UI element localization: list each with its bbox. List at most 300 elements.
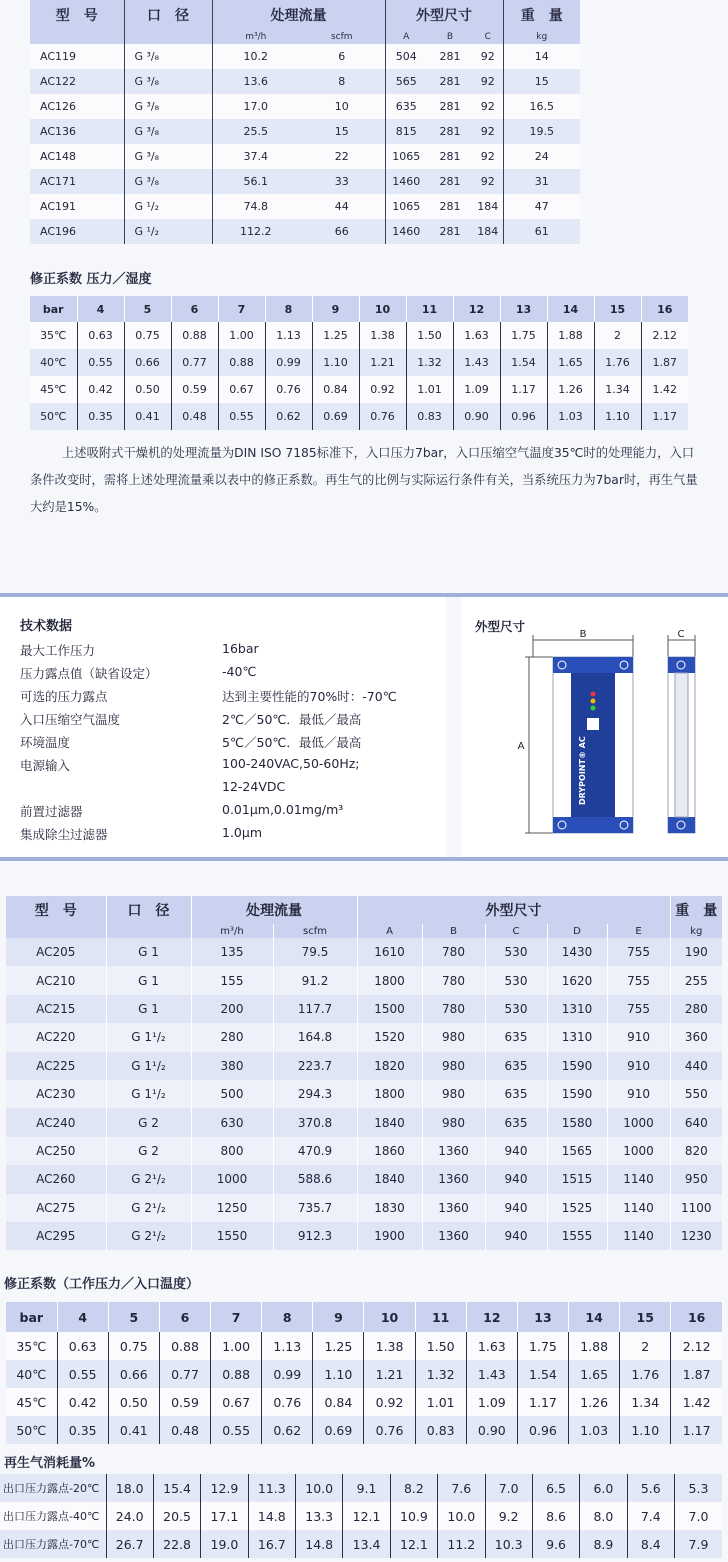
- column-header: 6: [171, 296, 218, 322]
- table-cell: 47: [503, 194, 580, 219]
- table-cell: 15: [503, 69, 580, 94]
- table-row: [6, 1165, 722, 1193]
- column-header: 7: [218, 296, 265, 322]
- table-cell: 184: [473, 194, 503, 219]
- table-row: [30, 69, 580, 94]
- table-cell: 1500: [357, 995, 422, 1023]
- table-cell: 8: [299, 69, 385, 94]
- table-cell: 1.25: [313, 1332, 364, 1360]
- table-cell: 504: [385, 44, 427, 69]
- column-header: 13: [517, 1302, 568, 1332]
- table-cell: 11.2: [438, 1530, 485, 1558]
- table-cell: 10.0: [296, 1474, 343, 1502]
- unit-scfm: scfm: [273, 924, 357, 938]
- column-header: 15: [620, 1302, 671, 1332]
- table-cell: 950: [670, 1165, 722, 1193]
- side-panel: [675, 673, 688, 817]
- model-cell: AC225: [6, 1052, 106, 1080]
- table-row: [30, 403, 688, 430]
- table-cell: 0.55: [211, 1416, 262, 1444]
- table-row: [6, 1360, 722, 1388]
- table-row: [6, 1080, 722, 1108]
- table-cell: 940: [485, 1222, 547, 1250]
- table-cell: 1065: [385, 194, 427, 219]
- table-cell: 0.76: [359, 403, 406, 430]
- table-cell: 13.6: [212, 69, 299, 94]
- table-cell: 0.90: [466, 1416, 517, 1444]
- column-header: 12: [453, 296, 500, 322]
- row-label: 出口压力露点-40℃: [0, 1502, 106, 1530]
- table-cell: 588.6: [273, 1165, 357, 1193]
- table-cell: 281: [427, 69, 473, 94]
- column-header: 14: [547, 296, 594, 322]
- table-cell: 1360: [422, 1194, 485, 1222]
- table-cell: 7.6: [438, 1474, 485, 1502]
- table-cell: 1.38: [359, 322, 406, 349]
- table-cell: 15.4: [153, 1474, 200, 1502]
- unit-c: C: [473, 30, 503, 44]
- table-cell: 61: [503, 219, 580, 244]
- table-cell: 79.5: [273, 938, 357, 966]
- table-cell: 5.6: [627, 1474, 674, 1502]
- tech-key: 压力露点值（缺省设定）: [20, 666, 158, 681]
- table-cell: 112.2: [212, 219, 299, 244]
- table-cell: 92: [473, 44, 503, 69]
- table-cell: 0.76: [364, 1416, 415, 1444]
- column-header: bar: [30, 296, 77, 322]
- table-cell: 980: [422, 1080, 485, 1108]
- table-cell: 755: [607, 966, 670, 994]
- table-cell: 14.8: [248, 1502, 295, 1530]
- table-cell: 0.84: [312, 376, 359, 403]
- table-cell: 1.54: [500, 349, 547, 376]
- table-cell: 1.34: [594, 376, 641, 403]
- table-cell: 1.50: [406, 322, 453, 349]
- device-brand-label: DRYPOINT® AC: [578, 736, 587, 805]
- tech-key: 前置过滤器: [20, 804, 83, 819]
- table-cell: G 1¹/₂: [106, 1023, 191, 1051]
- unit-blank: [6, 924, 106, 938]
- table-cell: 1.65: [547, 349, 594, 376]
- model-cell: AC126: [30, 94, 124, 119]
- table-cell: 1230: [670, 1222, 722, 1250]
- table-cell: 17.0: [212, 94, 299, 119]
- row-label: 50℃: [6, 1416, 57, 1444]
- table-header-row: [6, 896, 722, 924]
- table-row: [6, 1222, 722, 1250]
- table-cell: 2.12: [671, 1332, 722, 1360]
- table-cell: 0.84: [313, 1388, 364, 1416]
- table-cell: 13.3: [296, 1502, 343, 1530]
- table-cell: 1.87: [641, 349, 688, 376]
- table-cell: 755: [607, 938, 670, 966]
- table-cell: 26.7: [106, 1530, 153, 1558]
- table-cell: 294.3: [273, 1080, 357, 1108]
- table-cell: 0.90: [453, 403, 500, 430]
- unit-m3h: m³/h: [191, 924, 273, 938]
- table-header-row: [30, 0, 580, 30]
- unit-m3h: m³/h: [212, 30, 299, 44]
- table-cell: 1.26: [547, 376, 594, 403]
- header-flow: 处理流量: [212, 0, 385, 30]
- table-cell: 0.35: [77, 403, 124, 430]
- header-dims: 外型尺寸: [385, 0, 503, 30]
- table-cell: 14: [503, 44, 580, 69]
- table-cell: 281: [427, 169, 473, 194]
- table-cell: G ³/₈: [124, 144, 212, 169]
- table-cell: 6.0: [580, 1474, 627, 1502]
- table-cell: 635: [485, 1023, 547, 1051]
- tech-row: [20, 641, 440, 663]
- table-cell: 12.1: [343, 1502, 390, 1530]
- tech-value: 0.01μm,0.01mg/m³: [222, 802, 344, 817]
- table-cell: 200: [191, 995, 273, 1023]
- table-cell: 9.6: [532, 1530, 579, 1558]
- table-cell: 0.63: [57, 1332, 108, 1360]
- table-cell: 780: [422, 995, 485, 1023]
- column-header: 12: [466, 1302, 517, 1332]
- table-row: [6, 1388, 722, 1416]
- table-cell: 1.25: [312, 322, 359, 349]
- model-cell: AC148: [30, 144, 124, 169]
- correction-title-large: 修正系数（工作压力／入口温度）: [4, 1277, 200, 1292]
- table-units-row: [30, 30, 580, 44]
- table-cell: 92: [473, 144, 503, 169]
- table-cell: 56.1: [212, 169, 299, 194]
- table-cell: 1.00: [218, 322, 265, 349]
- table-cell: 0.99: [265, 349, 312, 376]
- tech-key: 集成除尘过滤器: [20, 827, 108, 842]
- table-cell: 66: [299, 219, 385, 244]
- table-cell: 1565: [547, 1137, 607, 1165]
- tech-row: [20, 687, 440, 709]
- table-cell: 1065: [385, 144, 427, 169]
- row-label: 出口压力露点-70℃: [0, 1530, 106, 1558]
- table-cell: 280: [670, 995, 722, 1023]
- model-cell: AC205: [6, 938, 106, 966]
- table-cell: 1800: [357, 1080, 422, 1108]
- table-cell: 500: [191, 1080, 273, 1108]
- table-cell: G 2: [106, 1108, 191, 1136]
- table-cell: 550: [670, 1080, 722, 1108]
- table-cell: 0.48: [159, 1416, 210, 1444]
- table-cell: 0.88: [159, 1332, 210, 1360]
- tech-key: 可选的压力露点: [20, 689, 108, 704]
- table-cell: 0.67: [211, 1388, 262, 1416]
- table-cell: 1360: [422, 1137, 485, 1165]
- unit-blank: [30, 30, 124, 44]
- table-cell: 18.0: [106, 1474, 153, 1502]
- table-cell: 565: [385, 69, 427, 94]
- table-cell: 1.75: [500, 322, 547, 349]
- table-cell: 7.0: [485, 1474, 532, 1502]
- tech-row: [20, 733, 440, 755]
- table-cell: 0.41: [108, 1416, 159, 1444]
- table-cell: 820: [670, 1137, 722, 1165]
- row-label: 45℃: [6, 1388, 57, 1416]
- table-cell: 1.63: [466, 1332, 517, 1360]
- table-cell: 12.9: [201, 1474, 248, 1502]
- model-cell: AC119: [30, 44, 124, 69]
- table-cell: 1830: [357, 1194, 422, 1222]
- table-cell: 16.5: [503, 94, 580, 119]
- header-model: 型 号: [6, 896, 106, 924]
- table-cell: 1.54: [517, 1360, 568, 1388]
- table-cell: 0.77: [159, 1360, 210, 1388]
- table-cell: 1140: [607, 1165, 670, 1193]
- table-cell: 0.96: [517, 1416, 568, 1444]
- table-cell: 780: [422, 938, 485, 966]
- table-cell: 0.62: [262, 1416, 313, 1444]
- table-cell: 0.55: [57, 1360, 108, 1388]
- column-header: 16: [641, 296, 688, 322]
- unit-kg: kg: [503, 30, 580, 44]
- table-cell: 6: [299, 44, 385, 69]
- table-cell: 1.03: [547, 403, 594, 430]
- table-row: [30, 44, 580, 69]
- model-cell: AC171: [30, 169, 124, 194]
- tech-row: [20, 710, 440, 732]
- table-cell: 1860: [357, 1137, 422, 1165]
- tech-value: 16bar: [222, 641, 259, 656]
- dimensions-title: 外型尺寸: [475, 619, 526, 634]
- table-row: [6, 1052, 722, 1080]
- table-cell: 135: [191, 938, 273, 966]
- table-cell: 7.0: [675, 1502, 723, 1530]
- table-cell: 1515: [547, 1165, 607, 1193]
- table-cell: 980: [422, 1108, 485, 1136]
- table-cell: 530: [485, 995, 547, 1023]
- table-cell: 0.75: [124, 322, 171, 349]
- table-row: [30, 322, 688, 349]
- table-cell: 912.3: [273, 1222, 357, 1250]
- table-cell: 25.5: [212, 119, 299, 144]
- dim-label-a: A: [517, 741, 525, 752]
- side-bottom-plate: [668, 817, 695, 833]
- table-cell: G ³/₈: [124, 94, 212, 119]
- table-cell: 10: [299, 94, 385, 119]
- table-cell: 1250: [191, 1194, 273, 1222]
- table-cell: 1.10: [620, 1416, 671, 1444]
- table-cell: 17.1: [201, 1502, 248, 1530]
- side-top-plate: [668, 657, 695, 673]
- tech-value: 5℃／50℃．最低／最高: [222, 735, 362, 750]
- table-cell: 0.50: [124, 376, 171, 403]
- unit-a: A: [385, 30, 427, 44]
- regen-table: [0, 1474, 722, 1558]
- top-plate: [553, 657, 633, 673]
- table-cell: 10.3: [485, 1530, 532, 1558]
- table-cell: 0.83: [415, 1416, 466, 1444]
- table-cell: G ³/₈: [124, 69, 212, 94]
- table-cell: 0.59: [159, 1388, 210, 1416]
- table-cell: G ³/₈: [124, 44, 212, 69]
- table-cell: 1.65: [569, 1360, 620, 1388]
- table-row: [0, 1530, 722, 1558]
- table-cell: 184: [473, 219, 503, 244]
- table-cell: 24: [503, 144, 580, 169]
- table-cell: 1140: [607, 1222, 670, 1250]
- model-cell: AC220: [6, 1023, 106, 1051]
- model-cell: AC295: [6, 1222, 106, 1250]
- table-cell: 1610: [357, 938, 422, 966]
- table-cell: G 2: [106, 1137, 191, 1165]
- unit-blank: [124, 30, 212, 44]
- table-cell: 940: [485, 1137, 547, 1165]
- table-cell: 910: [607, 1080, 670, 1108]
- row-label: 45℃: [30, 376, 77, 403]
- section-divider: [0, 857, 728, 861]
- table-row: [30, 144, 580, 169]
- table-cell: 8.9: [580, 1530, 627, 1558]
- table-cell: 91.2: [273, 966, 357, 994]
- table-row: [6, 966, 722, 994]
- column-header: 5: [124, 296, 171, 322]
- table-cell: 630: [191, 1108, 273, 1136]
- table-cell: 1.42: [641, 376, 688, 403]
- table-cell: 635: [485, 1108, 547, 1136]
- table-row: [30, 194, 580, 219]
- table-cell: 0.50: [108, 1388, 159, 1416]
- model-cell: AC260: [6, 1165, 106, 1193]
- table-cell: 1.13: [262, 1332, 313, 1360]
- table-cell: 155: [191, 966, 273, 994]
- table-cell: 1840: [357, 1165, 422, 1193]
- table-row: [6, 1332, 722, 1360]
- table-cell: 10.0: [438, 1502, 485, 1530]
- correction-title-small: 修正系数 压力／湿度: [30, 272, 152, 287]
- table-cell: 255: [670, 966, 722, 994]
- table-cell: 1.01: [415, 1388, 466, 1416]
- table-cell: 800: [191, 1137, 273, 1165]
- table-cell: 22: [299, 144, 385, 169]
- table-cell: 14.8: [296, 1530, 343, 1558]
- table-cell: 0.88: [171, 322, 218, 349]
- table-cell: 0.92: [359, 376, 406, 403]
- table-cell: 1360: [422, 1165, 485, 1193]
- table-cell: 19.5: [503, 119, 580, 144]
- table-row: [30, 376, 688, 403]
- table-cell: 1000: [607, 1108, 670, 1136]
- tech-value: 2℃／50℃．最低／最高: [222, 712, 362, 727]
- column-header: 8: [262, 1302, 313, 1332]
- correction-table-large: [6, 1302, 722, 1444]
- table-cell: 1140: [607, 1194, 670, 1222]
- table-cell: 1.76: [594, 349, 641, 376]
- table-cell: 0.96: [500, 403, 547, 430]
- table-row: [6, 1137, 722, 1165]
- tech-value: 1.0μm: [222, 825, 263, 840]
- table-cell: 1460: [385, 219, 427, 244]
- table-cell: 92: [473, 94, 503, 119]
- table-cell: 0.62: [265, 403, 312, 430]
- column-header: 15: [594, 296, 641, 322]
- row-label: 50℃: [30, 403, 77, 430]
- table-cell: 33: [299, 169, 385, 194]
- table-cell: 31: [503, 169, 580, 194]
- table-cell: 1000: [191, 1165, 273, 1193]
- table-cell: 0.88: [211, 1360, 262, 1388]
- table-cell: G ¹/₂: [124, 194, 212, 219]
- table-cell: 10.2: [212, 44, 299, 69]
- unit-kg: kg: [670, 924, 722, 938]
- spec-table-small: [30, 0, 580, 244]
- table-cell: 1555: [547, 1222, 607, 1250]
- table-cell: 92: [473, 69, 503, 94]
- column-header: 5: [108, 1302, 159, 1332]
- table-cell: 2: [620, 1332, 671, 1360]
- table-cell: 19.0: [201, 1530, 248, 1558]
- table-units-row: [6, 924, 722, 938]
- table-cell: 640: [670, 1108, 722, 1136]
- column-header: 4: [77, 296, 124, 322]
- tech-row: [20, 664, 440, 686]
- table-cell: 980: [422, 1052, 485, 1080]
- table-cell: 940: [485, 1165, 547, 1193]
- table-cell: G ¹/₂: [124, 219, 212, 244]
- table-row: [30, 94, 580, 119]
- table-cell: G 2¹/₂: [106, 1194, 191, 1222]
- table-cell: 1000: [607, 1137, 670, 1165]
- table-cell: 10.9: [390, 1502, 437, 1530]
- table-cell: 0.42: [57, 1388, 108, 1416]
- spec-table-large: [6, 896, 722, 1250]
- table-cell: 1.63: [453, 322, 500, 349]
- table-cell: 0.66: [108, 1360, 159, 1388]
- column-header: 10: [359, 296, 406, 322]
- table-cell: 0.69: [312, 403, 359, 430]
- column-header: 13: [500, 296, 547, 322]
- table-cell: 1.17: [641, 403, 688, 430]
- table-cell: 117.7: [273, 995, 357, 1023]
- table-cell: 1360: [422, 1222, 485, 1250]
- unit-scfm: scfm: [299, 30, 385, 44]
- table-cell: 1.00: [211, 1332, 262, 1360]
- table-cell: 1900: [357, 1222, 422, 1250]
- unit-b: B: [427, 30, 473, 44]
- tech-value: 达到主要性能的70%时：-70℃: [222, 689, 397, 704]
- table-cell: 1310: [547, 1023, 607, 1051]
- flow-note-paragraph: 上述吸附式干燥机的处理流量为DIN ISO 7185标准下，入口压力7bar，入口压缩空气温度35℃时的处理能力，入口条件改变时，需将上述处理流量乘以表中的修正系数。再生气的比例与实际运行条件有关，当系统压力为7bar时，再生气量大约是15%。: [30, 446, 698, 514]
- table-cell: 1.43: [466, 1360, 517, 1388]
- table-cell: 440: [670, 1052, 722, 1080]
- table-cell: 1430: [547, 938, 607, 966]
- column-header: 7: [211, 1302, 262, 1332]
- table-cell: 1.17: [671, 1416, 722, 1444]
- model-cell: AC230: [6, 1080, 106, 1108]
- regen-title: 再生气消耗量%: [4, 1456, 96, 1471]
- table-cell: 0.77: [171, 349, 218, 376]
- table-cell: 1840: [357, 1108, 422, 1136]
- tech-value: 100-240VAC,50-60Hz;: [222, 756, 360, 771]
- table-cell: 1550: [191, 1222, 273, 1250]
- dim-label-b: B: [579, 629, 587, 640]
- table-cell: 281: [427, 94, 473, 119]
- table-cell: 735.7: [273, 1194, 357, 1222]
- table-cell: G 1¹/₂: [106, 1080, 191, 1108]
- table-cell: 0.88: [218, 349, 265, 376]
- table-cell: 164.8: [273, 1023, 357, 1051]
- status-led-yellow: [591, 699, 596, 704]
- header-flow: 处理流量: [191, 896, 357, 924]
- table-cell: 8.2: [390, 1474, 437, 1502]
- column-header: 10: [364, 1302, 415, 1332]
- table-row: [30, 119, 580, 144]
- table-cell: 1.87: [671, 1360, 722, 1388]
- tech-value: -40℃: [222, 664, 257, 679]
- table-cell: 1.09: [466, 1388, 517, 1416]
- table-cell: 6.5: [532, 1474, 579, 1502]
